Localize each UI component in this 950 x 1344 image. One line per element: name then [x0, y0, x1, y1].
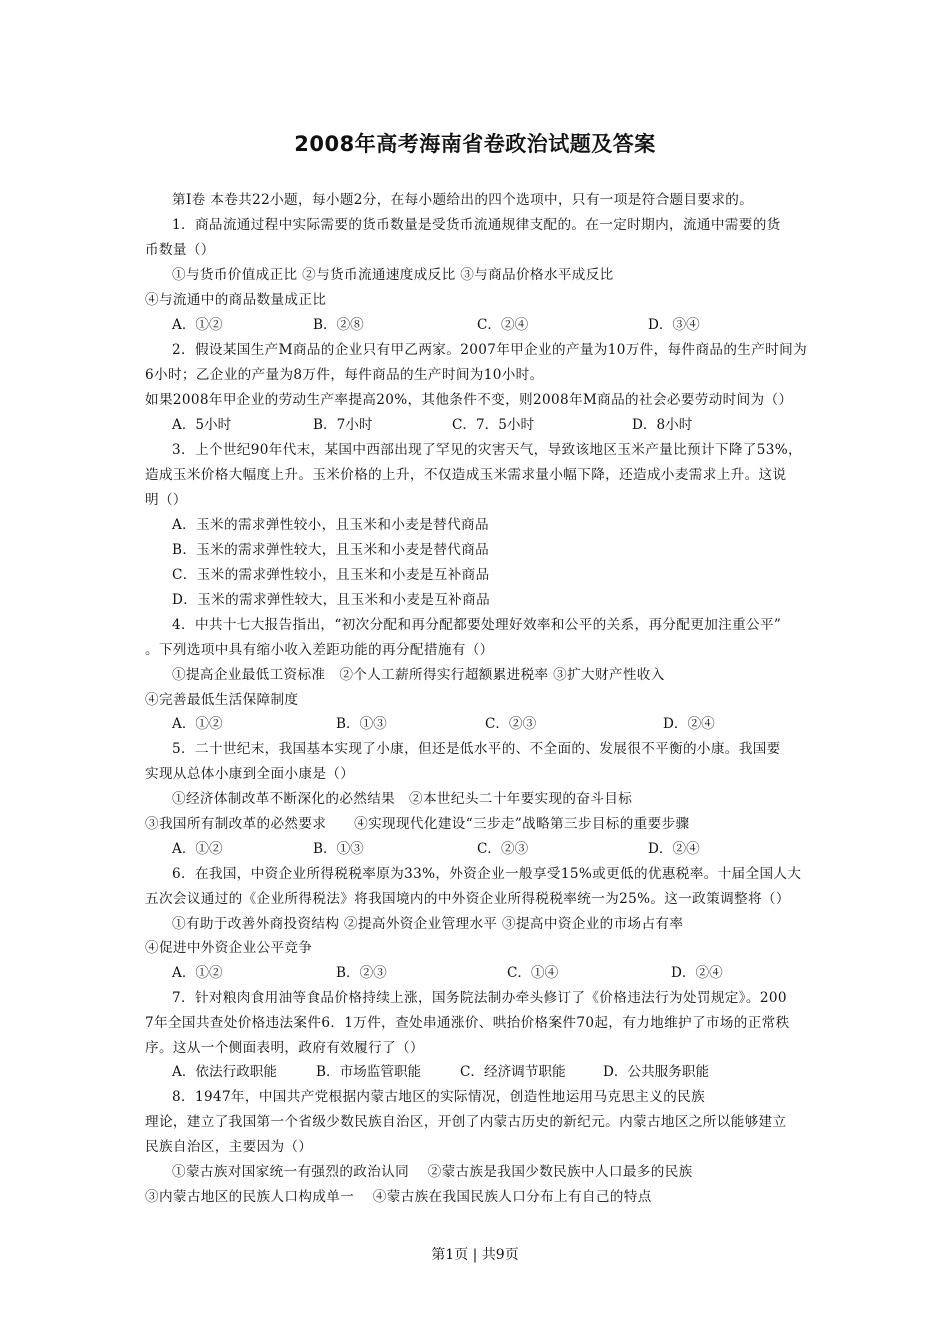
- page-title: 2008年高考海南省卷政治试题及答案: [294, 132, 656, 156]
- question-1-line-1: 1．商品流通过程中实际需要的货币数量是受货币流通规律支配的。在一定时期内，流通中需要的货: [172, 217, 781, 233]
- question-3-option-b: B．玉米的需求弹性较大，且玉米和小麦是替代商品: [172, 542, 490, 558]
- question-8-line-2: 理论，建立了我国第一个省级少数民族自治区，开创了内蒙古历史的新纪元。内蒙古地区之所以能够建立: [145, 1114, 787, 1130]
- question-5-option-c: C．②③: [477, 841, 529, 857]
- question-8-choices-1: ①蒙古族对国家统一有强烈的政治认同 ②蒙古族是我国少数民族中人口最多的民族: [172, 1164, 693, 1180]
- question-5-option-a: A．①②: [172, 841, 223, 857]
- question-3-line-2: 造成玉米价格大幅度上升。玉米价格的上升，不仅造成玉米需求量小幅下降，还造成小麦需求上升。这说: [145, 467, 787, 483]
- question-4-choices-1: ①提高企业最低工资标准 ②个人工薪所得实行超额累进税率 ③扩大财产性收入: [172, 667, 665, 683]
- question-6-choices-2: ④促进中外资企业公平竞争: [145, 940, 313, 956]
- question-1-choices-1: ①与货币价值成正比 ②与货币流通速度成反比 ③与商品价格水平成反比: [172, 267, 614, 283]
- question-3-option-a: A．玉米的需求弹性较小，且玉米和小麦是替代商品: [172, 517, 489, 533]
- question-6-option-c: C．①④: [507, 965, 559, 981]
- question-6-line-1: 6．在我国，中资企业所得税税率原为33%，外资企业一般享受15%或更低的优惠税率。十届全国人大: [172, 866, 802, 882]
- question-3-line-3: 明（）: [145, 492, 187, 508]
- question-7-option-b: B．市场监管职能: [316, 1064, 422, 1080]
- question-6-option-a: A．①②: [172, 965, 223, 981]
- question-4-line-2: 。下列选项中具有缩小收入差距功能的再分配措施有（）: [145, 642, 494, 658]
- question-8-line-3: 民族自治区，主要因为（）: [145, 1139, 313, 1155]
- question-2-option-d: D．8小时: [632, 417, 693, 433]
- question-4-option-d: D．②④: [663, 716, 715, 732]
- question-4-option-a: A．①②: [172, 716, 223, 732]
- question-7-line-3: 序。这从一个侧面表明，政府有效履行了（）: [145, 1040, 424, 1056]
- question-7-option-d: D．公共服务职能: [603, 1064, 710, 1080]
- question-2-option-c: C．7．5小时: [452, 417, 535, 433]
- question-4-choices-2: ④完善最低生活保障制度: [145, 692, 299, 708]
- question-7-option-c: C．经济调节职能: [460, 1064, 566, 1080]
- question-5-choices-2: ③我国所有制改革的必然要求 ④实现现代化建设“三步走”战略第三步目标的重要步骤: [145, 816, 690, 832]
- question-2-line-1: 2．假设某国生产M商品的企业只有甲乙两家。2007年甲企业的产量为10万件，每件商品的生产时间为: [172, 342, 808, 358]
- question-3-line-1: 3．上个世纪90年代末，某国中西部出现了罕见的灾害天气，导致该地区玉米产量比预计下降了53%，: [172, 442, 802, 458]
- question-7-option-a: A．依法行政职能: [172, 1064, 277, 1080]
- section-intro: 第Ⅰ卷 本卷共22小题，每小题2分，在每小题给出的四个选项中，只有一项是符合题目要求的。: [172, 192, 754, 208]
- question-5-option-b: B．①③: [313, 841, 364, 857]
- question-3-option-d: D．玉米的需求弹性较大，且玉米和小麦是互补商品: [172, 592, 491, 608]
- question-7-line-2: 7年全国共查处价格违法案件6．1万件，查处串通涨价、哄抬价格案件70起，有力地维护了市场的正常秩: [145, 1015, 790, 1031]
- question-2-option-a: A．5小时: [172, 417, 232, 433]
- question-1-option-d: D．③④: [648, 317, 700, 333]
- question-2-line-2: 6小时；乙企业的产量为8万件，每件商品的生产时间为10小时。: [145, 367, 544, 383]
- question-1-option-c: C．②④: [477, 317, 529, 333]
- question-2-option-b: B．7小时: [313, 417, 373, 433]
- question-1-option-a: A．①②: [172, 317, 223, 333]
- question-6-choices-1: ①有助于改善外商投资结构 ②提高外资企业管理水平 ③提高中资企业的市场占有率: [172, 916, 684, 932]
- question-6-option-b: B．②③: [336, 965, 387, 981]
- question-1-option-b: B．②⑧: [313, 317, 364, 333]
- question-2-line-3: 如果2008年甲企业的劳动生产率提高20%，其他条件不变，则2008年M商品的社会必要劳动时间为（）: [145, 392, 793, 408]
- question-5-choices-1: ①经济体制改革不断深化的必然结果 ②本世纪头二十年要实现的奋斗目标: [172, 791, 633, 807]
- question-4-line-1: 4．中共十七大报告指出，“初次分配和再分配都要处理好效率和公平的关系，再分配更加注重公平”: [172, 617, 782, 633]
- question-5-line-2: 实现从总体小康到全面小康是（）: [145, 766, 355, 782]
- page-footer: 第1页 | 共9页: [431, 1247, 519, 1263]
- question-5-option-d: D．②④: [648, 841, 700, 857]
- question-5-line-1: 5．二十世纪末，我国基本实现了小康，但还是低水平的、不全面的、发展很不平衡的小康。我国要: [172, 741, 781, 757]
- question-4-option-c: C．②③: [485, 716, 537, 732]
- question-6-option-d: D．②④: [671, 965, 723, 981]
- question-1-line-2: 币数量（）: [145, 242, 215, 258]
- question-4-option-b: B．①③: [336, 716, 387, 732]
- question-3-option-c: C．玉米的需求弹性较小，且玉米和小麦是互补商品: [172, 567, 490, 583]
- question-6-line-2: 五次会议通过的《企业所得税法》将我国境内的中外资企业所得税税率统一为25%。这一政策调整将（）: [145, 891, 790, 907]
- question-8-choices-2: ③内蒙古地区的民族人口构成单一 ④蒙古族在我国民族人口分布上有自己的特点: [145, 1189, 652, 1205]
- question-7-line-1: 7．针对粮肉食用油等食品价格持续上涨，国务院法制办牵头修订了《价格违法行为处罚规定》。200: [172, 990, 787, 1006]
- question-8-line-1: 8．1947年，中国共产党根据内蒙古地区的实际情况，创造性地运用马克思主义的民族: [172, 1089, 706, 1105]
- question-1-choices-2: ④与流通中的商品数量成正比: [145, 292, 327, 308]
